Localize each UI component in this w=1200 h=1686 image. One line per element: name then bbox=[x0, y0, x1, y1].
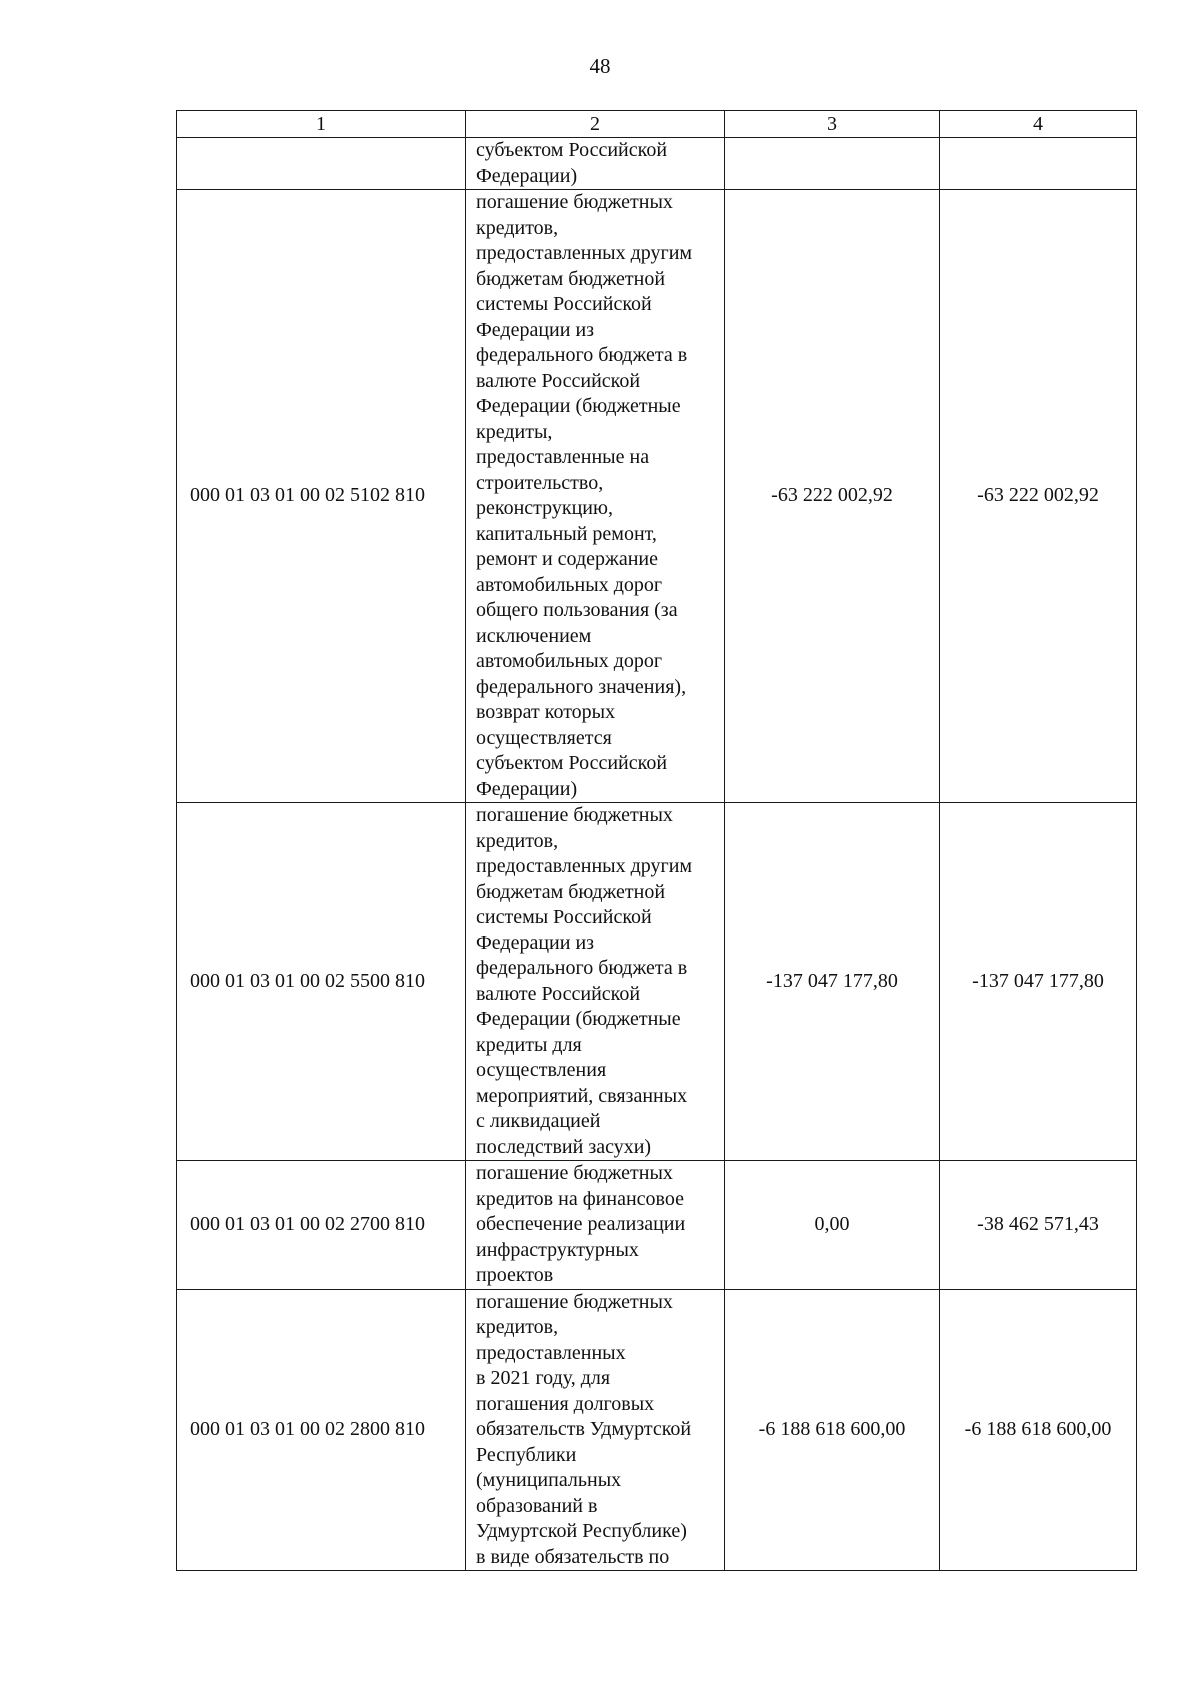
description: субъектом Российской Федерации) bbox=[466, 138, 725, 190]
budget-code bbox=[177, 138, 466, 190]
amount-col3: -63 222 002,92 bbox=[725, 190, 940, 803]
page-number: 48 bbox=[589, 54, 611, 78]
table-row bbox=[177, 803, 1137, 1161]
description: погашение бюджетных кредитов, предоставленных другим бюджетам бюджетной системы Российской Федерации из федерального бюджета в валюте Российской Федерации (бюджетные кредиты для осуществления мероприятий, связанных с ликвидацией последствий засухи) bbox=[466, 803, 725, 1161]
budget-code: 000 01 03 01 00 02 2800 810 bbox=[177, 1289, 466, 1571]
budget-code: 000 01 03 01 00 02 2700 810 bbox=[177, 1161, 466, 1290]
amount-col3: -6 188 618 600,00 bbox=[725, 1289, 940, 1571]
table-row bbox=[177, 138, 1137, 190]
amount-col4 bbox=[940, 138, 1137, 190]
header-col-3: 3 bbox=[725, 111, 940, 138]
table-header-row bbox=[177, 111, 1137, 138]
description: погашение бюджетных кредитов, предоставленных в 2021 году, для погашения долговых обязательств Удмуртской Республики (муниципальных образований в Удмуртской Республике) в виде обязательств по bbox=[466, 1289, 725, 1571]
amount-col4: -63 222 002,92 bbox=[940, 190, 1137, 803]
amount-col4: -6 188 618 600,00 bbox=[940, 1289, 1137, 1571]
budget-code: 000 01 03 01 00 02 5500 810 bbox=[177, 803, 466, 1161]
header-col-2: 2 bbox=[466, 111, 725, 138]
description: погашение бюджетных кредитов, предоставленных другим бюджетам бюджетной системы Российской Федерации из федерального бюджета в валюте Российской Федерации (бюджетные кредиты, предоставленные на строительство, реконструкцию, капитальный ремонт, ремонт и содержание автомобильных дорог общего пользования (за исключением автомобильных дорог федерального значения), возврат которых осуществляется субъектом Российской Федерации) bbox=[466, 190, 725, 803]
amount-col4: -137 047 177,80 bbox=[940, 803, 1137, 1161]
header-col-1: 1 bbox=[177, 111, 466, 138]
description: погашение бюджетных кредитов на финансовое обеспечение реализации инфраструктурных проектов bbox=[466, 1161, 725, 1290]
amount-col3: -137 047 177,80 bbox=[725, 803, 940, 1161]
amount-col3: 0,00 bbox=[725, 1161, 940, 1290]
table-row bbox=[177, 190, 1137, 803]
amount-col4: -38 462 571,43 bbox=[940, 1161, 1137, 1290]
amount-col3 bbox=[725, 138, 940, 190]
table-row bbox=[177, 1289, 1137, 1571]
budget-table bbox=[176, 110, 1137, 1571]
budget-code: 000 01 03 01 00 02 5102 810 bbox=[177, 190, 466, 803]
table-row bbox=[177, 1161, 1137, 1290]
header-col-4: 4 bbox=[940, 111, 1137, 138]
